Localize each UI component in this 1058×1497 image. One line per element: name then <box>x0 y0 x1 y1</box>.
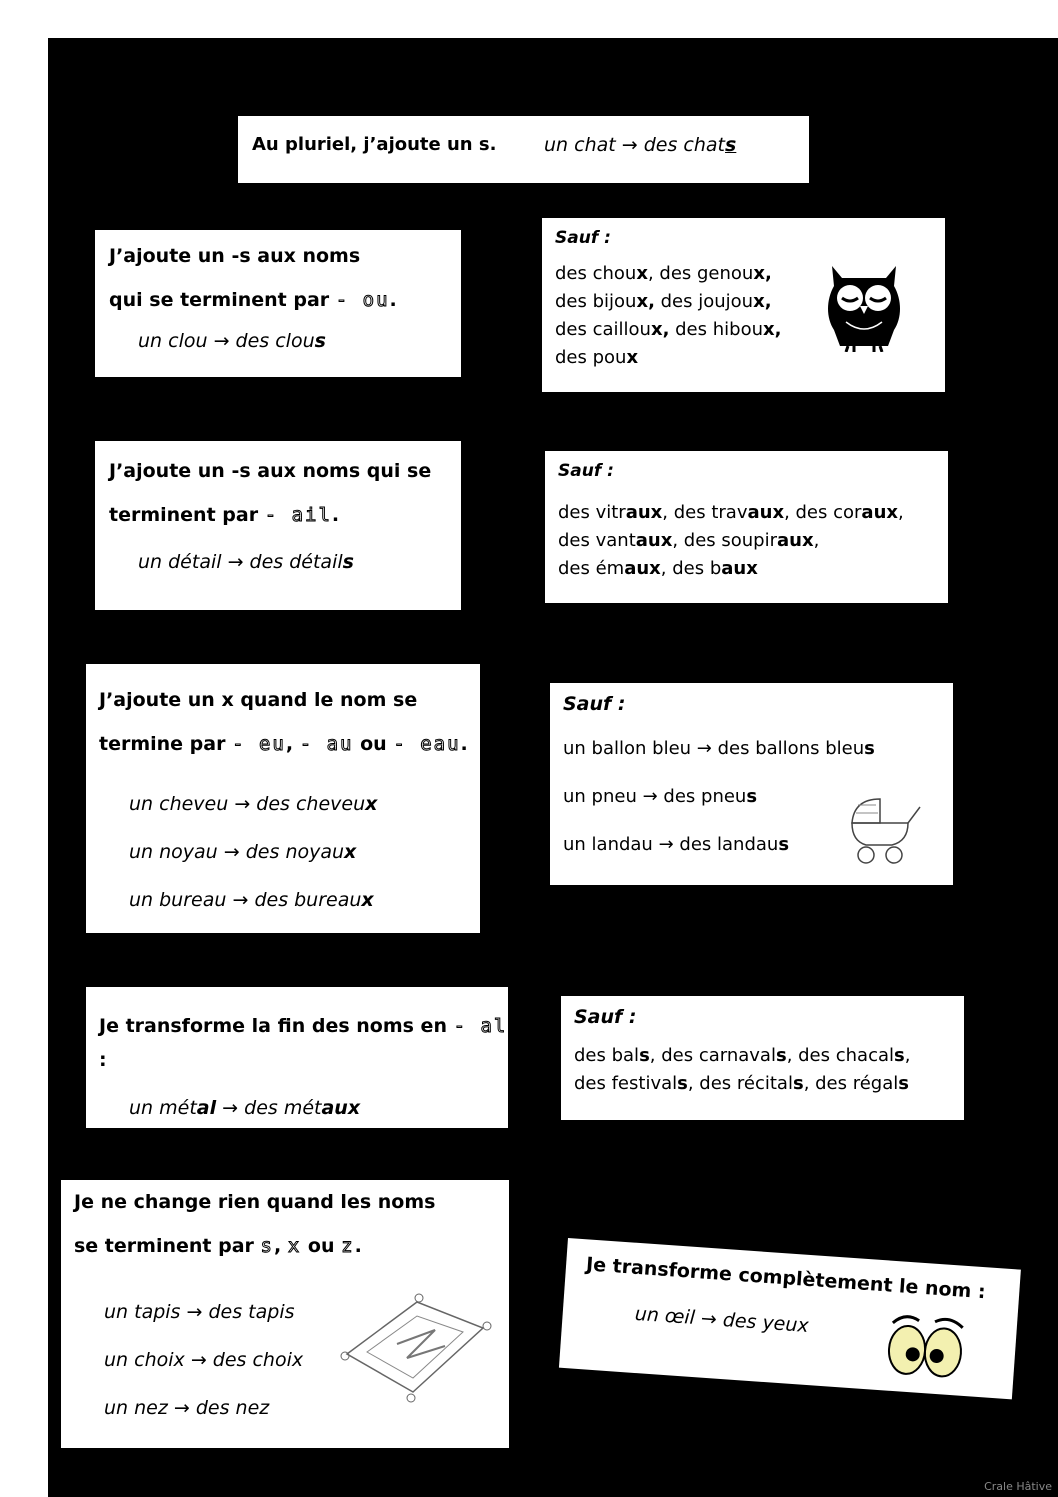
eyes-icon <box>881 1308 972 1384</box>
sxz-example: un nez → des nez <box>104 1397 270 1419</box>
ou-rule-line1: J’ajoute un -s aux noms <box>109 245 361 267</box>
ail-example-plural: des détail <box>249 551 343 573</box>
al-sauf-line: des festivals, des récitals, des régals <box>574 1073 909 1094</box>
general-rule-text: Au pluriel, j’ajoute un s. <box>252 134 497 155</box>
eu-rule-line1: J’ajoute un x quand le nom se <box>99 689 418 711</box>
ail-sauf-line: des vantaux, des soupiraux, <box>558 530 820 551</box>
eu-sauf-line: un landau → des landaus <box>563 834 790 855</box>
al-example-plural: des mét <box>244 1097 322 1119</box>
arrow-icon: → <box>621 134 638 156</box>
arrow-icon: → <box>696 738 712 759</box>
ou-example-ending: s <box>314 330 326 352</box>
eu-example: un cheveu → des cheveux <box>129 793 378 815</box>
card-s-x-z-rule: Je ne change rien quand les noms se terminent par s, x ou z. un tapis → des tapis un choix → des choix un nez → des nez <box>61 1180 509 1448</box>
arrow-icon: → <box>173 1397 190 1419</box>
sxz-rule-line1: Je ne change rien quand les noms <box>74 1191 436 1213</box>
eau-ending: - eau <box>393 733 461 755</box>
oeil-example-singular: un œil <box>634 1302 696 1330</box>
ou-example-plural: des clou <box>235 330 315 352</box>
card-al-rule: Je transforme la fin des noms en - al : un métal → des métaux <box>86 987 508 1128</box>
card-ail-exceptions <box>545 451 948 603</box>
x-ending: x <box>287 1235 302 1257</box>
arrow-icon: → <box>232 889 249 911</box>
arrow-icon: → <box>213 330 230 352</box>
ail-sauf-line: des émaux, des baux <box>558 558 758 579</box>
card-eu-exceptions <box>550 683 953 885</box>
ou-example-singular: un clou <box>138 330 208 352</box>
owl-icon <box>824 256 904 352</box>
al-ending: - al <box>453 1015 508 1037</box>
card-ou-exceptions <box>542 218 945 392</box>
general-example-plural-ending: s <box>725 134 737 156</box>
eu-rule-line2: termine par <box>99 733 226 755</box>
footer-credit: Crale Hâtive <box>984 1480 1052 1493</box>
ail-dot: . <box>331 504 340 526</box>
ou-sauf-line: des cailloux, des hiboux, <box>555 319 782 340</box>
arrow-icon: → <box>700 1307 718 1331</box>
card-eu-au-eau-rule: J’ajoute un x quand le nom se termine par - eu, - au ou - eau. un cheveu → des cheveux un noyau → des noyaux un bureau → des bureaux <box>86 664 480 933</box>
arrow-icon: → <box>234 793 251 815</box>
ou-ending: - ou <box>335 289 390 311</box>
ail-sauf-line: des vitraux, des travaux, des coraux, <box>558 502 904 523</box>
al-sauf-title: Sauf : <box>574 1006 637 1028</box>
al-sauf-line: des bals, des carnavals, des chacals, <box>574 1045 911 1066</box>
eu-example: un noyau → des noyaux <box>129 841 357 863</box>
eu-sauf-title: Sauf : <box>563 693 626 715</box>
card-general-rule <box>238 116 809 183</box>
card-ail-rule <box>95 441 461 610</box>
oeil-rule-text: Je transforme complètement le nom : <box>585 1253 987 1304</box>
arrow-icon: → <box>222 1097 239 1119</box>
arrow-icon: → <box>223 841 240 863</box>
eu-ou-word: ou <box>360 733 387 755</box>
z-ending: z <box>341 1235 355 1257</box>
au-ending: - au <box>299 733 354 755</box>
s-ending: s <box>260 1235 274 1257</box>
ou-sauf-line: des choux, des genoux, <box>555 263 772 284</box>
ail-ending: - ail <box>264 504 332 526</box>
carpet-icon <box>337 1288 493 1408</box>
baby-carriage-icon <box>846 793 926 865</box>
ou-dot: . <box>389 289 397 311</box>
eu-example: un bureau → des bureaux <box>129 889 374 911</box>
sxz-example: un choix → des choix <box>104 1349 304 1371</box>
ou-sauf-title: Sauf : <box>555 228 611 248</box>
al-example-singular: un mét <box>129 1097 197 1119</box>
eu-sauf-line: un pneu → des pneus <box>563 786 758 807</box>
ou-sauf-line: des poux <box>555 347 639 368</box>
card-al-exceptions <box>561 996 964 1120</box>
eu-sauf-line: un ballon bleu → des ballons bleus <box>563 738 875 759</box>
ail-sauf-title: Sauf : <box>558 461 614 481</box>
arrow-icon: → <box>227 551 244 573</box>
ail-rule-line1: J’ajoute un -s aux noms qui se <box>109 460 432 482</box>
general-example-plural: des chat <box>643 134 726 156</box>
al-rule-text: Je transforme la fin des noms en <box>99 1015 447 1037</box>
arrow-icon: → <box>190 1349 207 1371</box>
ou-rule-line2: qui se terminent par <box>109 289 330 311</box>
sxz-rule-line2: se terminent par <box>74 1235 254 1257</box>
ail-example-singular: un détail <box>138 551 222 573</box>
ou-sauf-line: des bijoux, des joujoux, <box>555 291 772 312</box>
eu-ending: - eu <box>232 733 286 755</box>
oeil-example-plural: des yeux <box>722 1309 810 1337</box>
sxz-example: un tapis → des tapis <box>104 1301 295 1323</box>
card-ou-rule <box>95 230 461 377</box>
arrow-icon: → <box>658 834 674 855</box>
general-example-singular: un chat <box>544 134 616 156</box>
arrow-icon: → <box>186 1301 203 1323</box>
ail-rule-line2: terminent par <box>109 504 259 526</box>
ail-example-ending: s <box>342 551 354 573</box>
arrow-icon: → <box>642 786 658 807</box>
